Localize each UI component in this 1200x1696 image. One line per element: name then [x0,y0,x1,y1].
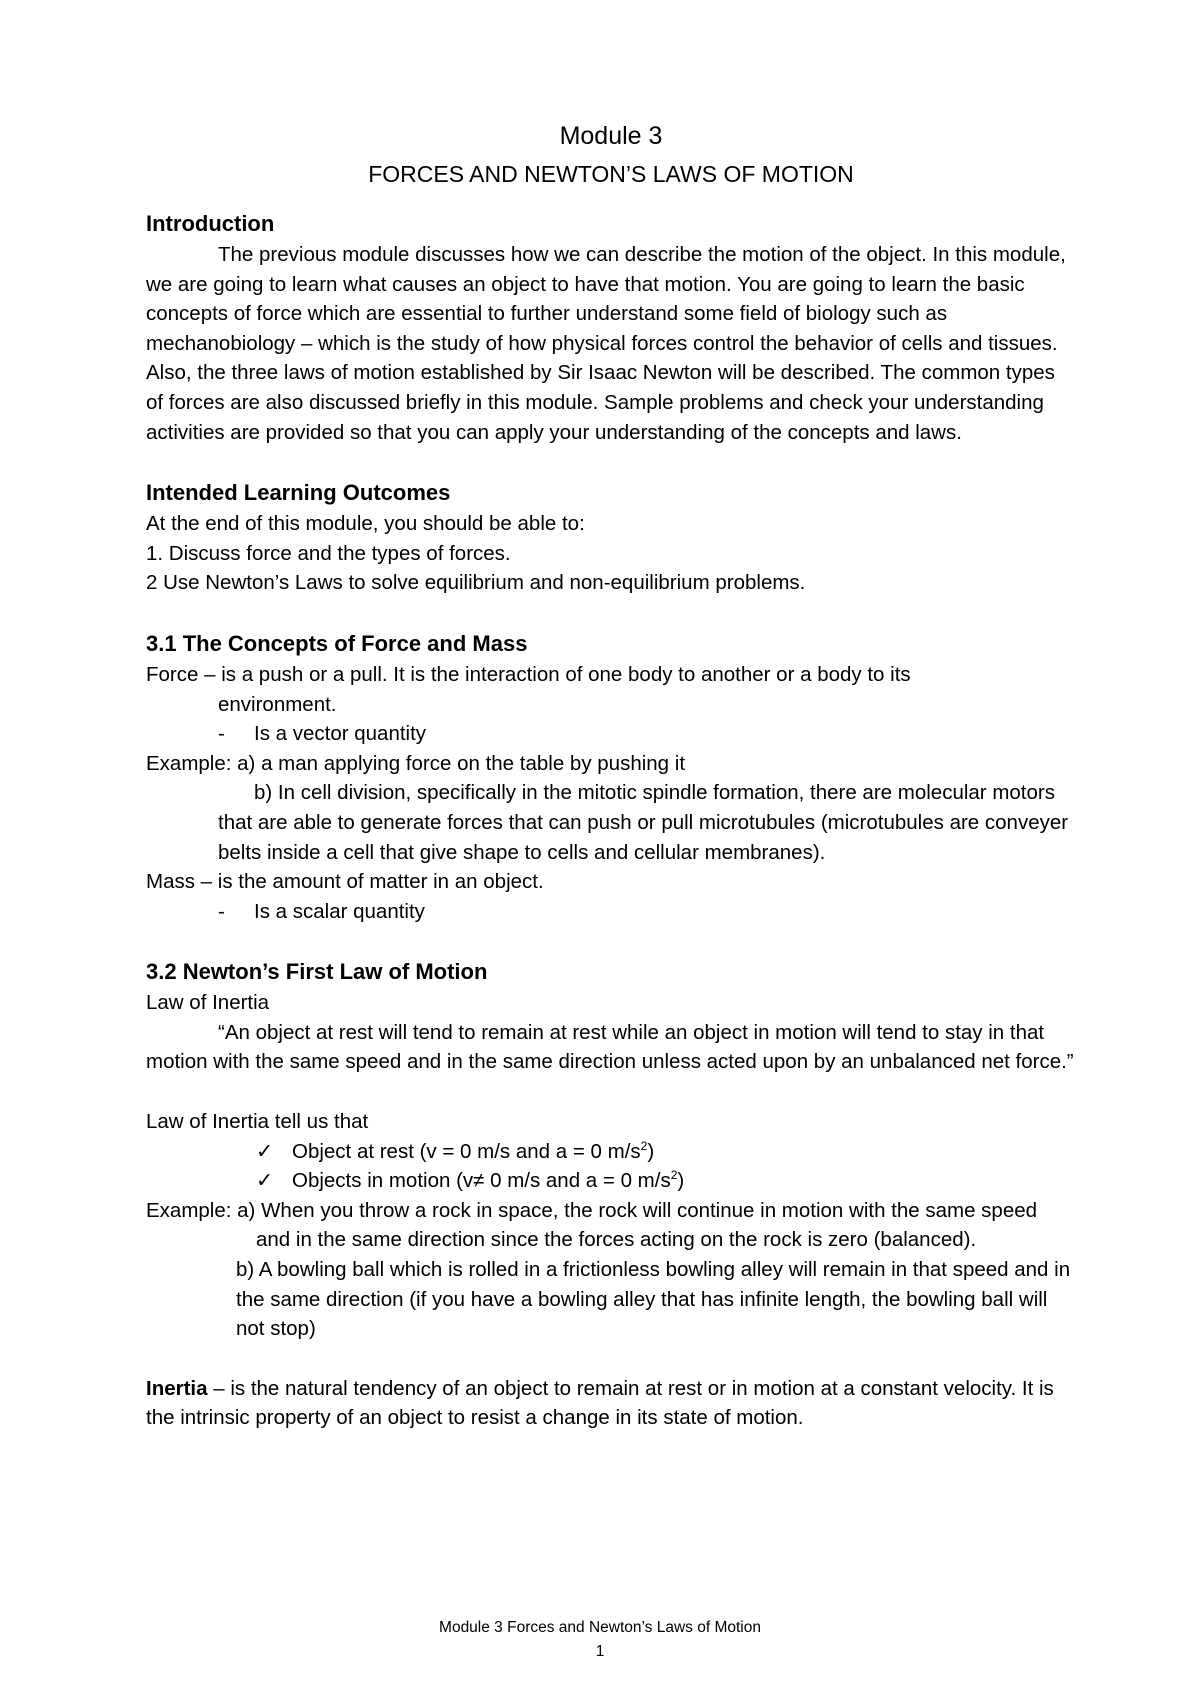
check-rest-end: ) [647,1139,655,1163]
check-motion-sup: 2 [670,1168,678,1183]
dash-bullet: - [218,722,225,746]
check-rest-text: Object at rest (v = 0 m/s and a = 0 m/s [292,1139,641,1163]
dash-bullet: - [218,899,225,923]
outcomes-heading: Intended Learning Outcomes [146,480,451,506]
check-item-rest [146,1137,1076,1167]
module-subtitle: FORCES AND NEWTON’S LAWS OF MOTION [368,161,854,187]
section-3-2-heading: 3.2 Newton’s First Law of Motion [146,959,488,985]
introduction-paragraph: The previous module discusses how we can describe the motion of the object. In this module, we are going to learn what causes an object to have that motion. You are going to learn the basic concepts of force which are essential to further understand some field of biology such as mechanobiology – which is the study of how physical forces control the behavior of cells and tissues. Also, the three laws of motion established by Sir Isaac Newton will be described. The common types of forces are also discussed briefly in this module. Sample problems and check your understanding activities are provided so that you can apply your understanding of the concepts and laws. [146,243,1066,444]
force-example-a: Example: a) a man applying force on the table by pushing it [146,751,686,775]
mass-scalar-text: Is a scalar quantity [254,899,425,923]
force-example-b: b) In cell division, specifically in the mitotic spindle formation, there are molecular motors that are able to generate forces that can push or pull microtubules (microtubules are conveyer belts inside a cell that give shape to cells and cellular membranes). [218,781,1069,864]
force-vector-text: Is a vector quantity [254,722,427,746]
law-tells: Law of Inertia tell us that [146,1110,369,1134]
page-content [146,116,1076,1433]
page-footer: Module 3 Forces and Newton’s Laws of Motion [439,1619,761,1636]
law-quote: “An object at rest will tend to remain at rest while an object in motion will tend to stay in that motion with the same speed and in the same direction unless acted upon by an unbalanced net force.” [146,1020,1074,1074]
mass-definition: Mass – is the amount of matter in an object. [146,870,544,894]
inertia-term: Inertia [146,1376,208,1400]
force-definition: Force – is a push or a pull. It is the interaction of one body to another or a body to its [146,662,911,686]
page-number: 1 [595,1643,605,1660]
inertia-example-a: Example: a) When you throw a rock in space, the rock will continue in motion with the same speed and in the same direction since the forces acting on the rock is zero (balanced). [146,1198,1038,1252]
inertia-example-b: b) A bowling ball which is rolled in a frictionless bowling alley will remain in that speed and in the same direction (if you have a bowling alley that has infinite length, the bowling ball will not stop) [236,1258,1071,1341]
module-title: Module 3 [559,122,663,150]
force-vector-note [146,719,1076,749]
outcomes-lead: At the end of this module, you should be able to: [146,512,585,536]
check-rest-sup: 2 [640,1138,648,1153]
check-motion-text: Objects in motion (v≠ 0 m/s and a = 0 m/s [292,1169,671,1193]
inertia-def-text: – is the natural tendency of an object to remain at rest or in motion at a constant velocity. It is the intrinsic property of an object to resist a change in its state of motion. [146,1376,1054,1430]
mass-scalar-note [146,897,1076,927]
checkmark-icon: ✓ [256,1139,274,1163]
section-3-1-heading: 3.1 The Concepts of Force and Mass [146,630,528,656]
introduction-heading: Introduction [146,211,275,236]
force-definition-cont: environment. [218,692,337,716]
outcome-item-2: 2 Use Newton’s Laws to solve equilibrium and non-equilibrium problems. [146,571,806,595]
check-item-motion [146,1166,1076,1196]
check-motion-end: ) [677,1169,685,1193]
inertia-definition [146,1374,1076,1433]
checkmark-icon: ✓ [256,1169,274,1193]
law-name: Law of Inertia [146,991,270,1015]
outcome-item-1: 1. Discuss force and the types of forces. [146,541,511,565]
